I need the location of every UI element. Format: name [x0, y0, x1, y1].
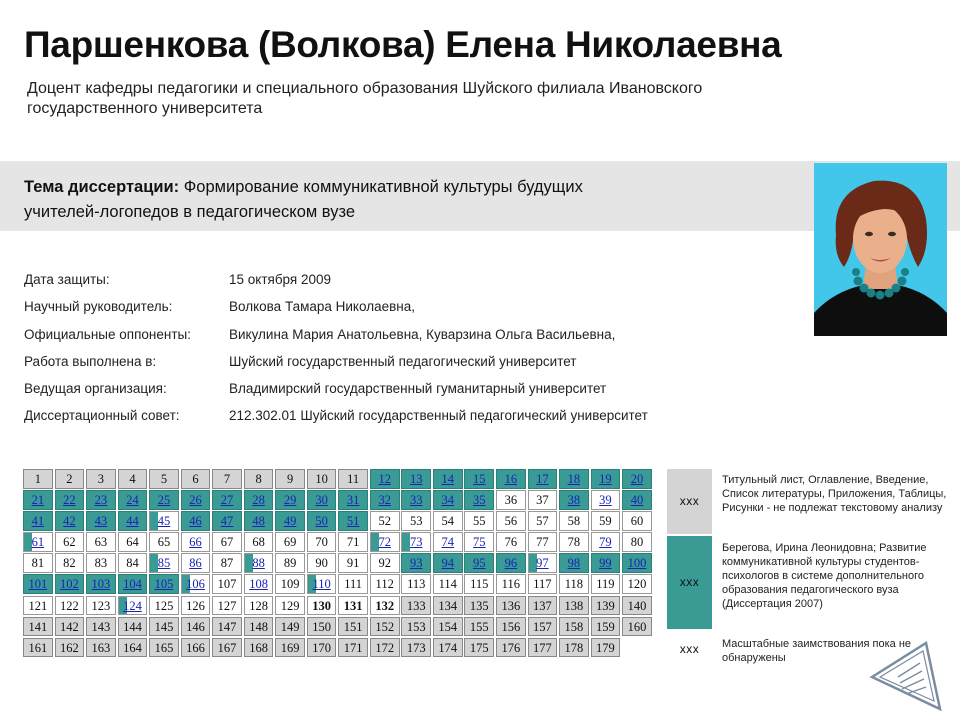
page-grid-row — [23, 574, 654, 595]
page-cell-179: 179 — [591, 638, 621, 658]
page-cell-71: 71 — [338, 532, 368, 552]
page-cell-54: 54 — [433, 511, 463, 531]
page-cell-57: 57 — [528, 511, 558, 531]
page-grid-row — [23, 596, 654, 617]
topic-text: Формирование коммуникативной культуры будущих учителей-логопедов в педагогическом вузе — [24, 178, 583, 221]
dissertation-topic — [24, 175, 624, 225]
page-cell-165: 165 — [149, 638, 179, 658]
page-grid-row — [23, 617, 654, 638]
page-cell-21[interactable]: 21 — [23, 490, 53, 510]
page-cell-16[interactable]: 16 — [496, 469, 526, 489]
page-cell-166: 166 — [181, 638, 211, 658]
page-cell-74[interactable]: 74 — [433, 532, 463, 552]
page-cell-32[interactable]: 32 — [370, 490, 400, 510]
page-cell-163: 163 — [86, 638, 116, 658]
page-cell-101[interactable]: 101 — [23, 574, 53, 594]
page-cell-31[interactable]: 31 — [338, 490, 368, 510]
person-name: Паршенкова (Волкова) Елена Николаевна — [24, 24, 782, 65]
page-cell-17[interactable]: 17 — [528, 469, 558, 489]
page-cell-112: 112 — [370, 574, 400, 594]
topic-label: Тема диссертации: — [24, 178, 180, 196]
page-cell-127: 127 — [212, 596, 242, 616]
page-cell-29[interactable]: 29 — [275, 490, 305, 510]
page-cell-13[interactable]: 13 — [401, 469, 431, 489]
page-cell-53: 53 — [401, 511, 431, 531]
page-cell-119: 119 — [591, 574, 621, 594]
page-cell-129: 129 — [275, 596, 305, 616]
page-cell-161: 161 — [23, 638, 53, 658]
page-cell-38[interactable]: 38 — [559, 490, 589, 510]
page-cell-155: 155 — [464, 617, 494, 637]
page-cell-34[interactable]: 34 — [433, 490, 463, 510]
page-cell-158: 158 — [559, 617, 589, 637]
page-cell-90: 90 — [307, 553, 337, 573]
page-cell-124[interactable]: 124 — [118, 596, 148, 616]
page-cell-41[interactable]: 41 — [23, 511, 53, 531]
legend-mark-source: xxx — [667, 536, 712, 629]
page-grid-row — [23, 638, 654, 659]
page-cell-18[interactable]: 18 — [559, 469, 589, 489]
page-cell-66[interactable]: 66 — [181, 532, 211, 552]
page-cell-96[interactable]: 96 — [496, 553, 526, 573]
page-cell-150: 150 — [307, 617, 337, 637]
page-cell-5: 5 — [149, 469, 179, 489]
info-value: Викулина Мария Анатольевна, Куварзина Ольга Васильевна, — [229, 326, 616, 342]
page-cell-135: 135 — [464, 596, 494, 616]
page-cell-104[interactable]: 104 — [118, 574, 148, 594]
page-cell-100[interactable]: 100 — [622, 553, 652, 573]
legend-mark-clean: xxx — [667, 631, 712, 667]
person-position: Доцент кафедры педагогики и специального образования Шуйского филиала Ивановского государственного университета — [27, 80, 703, 117]
page-cell-108[interactable]: 108 — [244, 574, 274, 594]
page-cell-44[interactable]: 44 — [118, 511, 148, 531]
page-cell-27[interactable]: 27 — [212, 490, 242, 510]
page-cell-35[interactable]: 35 — [464, 490, 494, 510]
page-cell-144: 144 — [118, 617, 148, 637]
page-cell-138: 138 — [559, 596, 589, 616]
page-cell-75[interactable]: 75 — [464, 532, 494, 552]
page-cell-114: 114 — [433, 574, 463, 594]
info-value: Волкова Тамара Николаевна, — [229, 299, 415, 315]
page-cell-146: 146 — [181, 617, 211, 637]
page-cell-133: 133 — [401, 596, 431, 616]
info-label: Диссертационный совет: — [24, 408, 180, 424]
page-cell-45[interactable]: 45 — [149, 511, 179, 531]
page-cell-61[interactable]: 61 — [23, 532, 53, 552]
page-cell-12[interactable]: 12 — [370, 469, 400, 489]
page-cell-137: 137 — [528, 596, 558, 616]
page-cell-73[interactable]: 73 — [401, 532, 431, 552]
page-cell-60: 60 — [622, 511, 652, 531]
page-cell-126: 126 — [181, 596, 211, 616]
page-cell-149: 149 — [275, 617, 305, 637]
page-cell-4: 4 — [118, 469, 148, 489]
page-cell-120: 120 — [622, 574, 652, 594]
page-cell-20[interactable]: 20 — [622, 469, 652, 489]
page-cell-88[interactable]: 88 — [244, 553, 274, 573]
page-cell-97[interactable]: 97 — [528, 553, 558, 573]
page-cell-6: 6 — [181, 469, 211, 489]
page-cell-157: 157 — [528, 617, 558, 637]
page-cell-172: 172 — [370, 638, 400, 658]
page-cell-105[interactable]: 105 — [149, 574, 179, 594]
page-grid-row — [23, 469, 654, 490]
page-cell-94[interactable]: 94 — [433, 553, 463, 573]
page-grid — [23, 469, 654, 659]
page-cell-134: 134 — [433, 596, 463, 616]
page-grid-row — [23, 511, 654, 532]
page-cell-37: 37 — [528, 490, 558, 510]
page-cell-131: 131 — [338, 596, 368, 616]
page-cell-168: 168 — [244, 638, 274, 658]
page-cell-15[interactable]: 15 — [464, 469, 494, 489]
page-cell-102[interactable]: 102 — [55, 574, 85, 594]
page-cell-170: 170 — [307, 638, 337, 658]
page-cell-173: 173 — [401, 638, 431, 658]
page-cell-143: 143 — [86, 617, 116, 637]
page-cell-59: 59 — [591, 511, 621, 531]
page-cell-113: 113 — [401, 574, 431, 594]
page-cell-85[interactable]: 85 — [149, 553, 179, 573]
page-cell-40[interactable]: 40 — [622, 490, 652, 510]
info-label: Официальные оппоненты: — [24, 326, 191, 342]
page-cell-81: 81 — [23, 553, 53, 573]
info-value: Владимирский государственный гуманитарный университет — [229, 381, 607, 397]
page-cell-77: 77 — [528, 532, 558, 552]
page-cell-159: 159 — [591, 617, 621, 637]
page-cell-82: 82 — [55, 553, 85, 573]
page-cell-10: 10 — [307, 469, 337, 489]
page-cell-151: 151 — [338, 617, 368, 637]
page-cell-43[interactable]: 43 — [86, 511, 116, 531]
page-cell-80: 80 — [622, 532, 652, 552]
page-cell-70: 70 — [307, 532, 337, 552]
page-cell-169: 169 — [275, 638, 305, 658]
page-grid-row — [23, 532, 654, 553]
page-cell-50[interactable]: 50 — [307, 511, 337, 531]
page-cell-49[interactable]: 49 — [275, 511, 305, 531]
page-cell-51[interactable]: 51 — [338, 511, 368, 531]
page-cell-141: 141 — [23, 617, 53, 637]
page-grid-row — [23, 490, 654, 511]
page-cell-93[interactable]: 93 — [401, 553, 431, 573]
info-label: Дата защиты: — [24, 272, 110, 287]
page-cell-30[interactable]: 30 — [307, 490, 337, 510]
page-cell-136: 136 — [496, 596, 526, 616]
page-cell-65: 65 — [149, 532, 179, 552]
page-cell-145: 145 — [149, 617, 179, 637]
page-cell-83: 83 — [86, 553, 116, 573]
page-cell-78: 78 — [559, 532, 589, 552]
page-cell-107: 107 — [212, 574, 242, 594]
page-cell-62: 62 — [55, 532, 85, 552]
page-cell-22[interactable]: 22 — [55, 490, 85, 510]
legend-mark-excluded: xxx — [667, 469, 712, 534]
page-cell-118: 118 — [559, 574, 589, 594]
info-label: Ведущая организация: — [24, 381, 167, 397]
page-cell-139: 139 — [591, 596, 621, 616]
page-cell-142: 142 — [55, 617, 85, 637]
page-cell-167: 167 — [212, 638, 242, 658]
page-cell-106[interactable]: 106 — [181, 574, 211, 594]
page-cell-116: 116 — [496, 574, 526, 594]
page-cell-98[interactable]: 98 — [559, 553, 589, 573]
page-cell-132: 132 — [370, 596, 400, 616]
page-cell-11: 11 — [338, 469, 368, 489]
page-cell-162: 162 — [55, 638, 85, 658]
portrait-photo — [814, 163, 947, 336]
page-cell-25[interactable]: 25 — [149, 490, 179, 510]
page-cell-117: 117 — [528, 574, 558, 594]
page-cell-19[interactable]: 19 — [591, 469, 621, 489]
page-cell-79[interactable]: 79 — [591, 532, 621, 552]
info-label: Научный руководитель: — [24, 299, 173, 315]
page-cell-160: 160 — [622, 617, 652, 637]
page-cell-156: 156 — [496, 617, 526, 637]
page-cell-23[interactable]: 23 — [86, 490, 116, 510]
page-cell-63: 63 — [86, 532, 116, 552]
page-cell-9: 9 — [275, 469, 305, 489]
page-cell-39[interactable]: 39 — [591, 490, 621, 510]
portrait-icon — [814, 163, 947, 336]
page-cell-52: 52 — [370, 511, 400, 531]
page-cell-28[interactable]: 28 — [244, 490, 274, 510]
info-label: Работа выполнена в: — [24, 353, 157, 369]
page-cell-67: 67 — [212, 532, 242, 552]
page-cell-48[interactable]: 48 — [244, 511, 274, 531]
page-cell-84: 84 — [118, 553, 148, 573]
page-grid-row — [23, 553, 654, 574]
page-cell-87: 87 — [212, 553, 242, 573]
page-cell-111: 111 — [338, 574, 368, 594]
page-cell-26[interactable]: 26 — [181, 490, 211, 510]
page-cell-47[interactable]: 47 — [212, 511, 242, 531]
page-cell-115: 115 — [464, 574, 494, 594]
page-cell-92: 92 — [370, 553, 400, 573]
legend-text-excluded: Титульный лист, Оглавление, Введение, Список литературы, Приложения, Таблицы, Рисунки - не подлежат текстовому анализу — [722, 474, 947, 514]
page-cell-147: 147 — [212, 617, 242, 637]
page-cell-8: 8 — [244, 469, 274, 489]
page-cell-7: 7 — [212, 469, 242, 489]
page-cell-103[interactable]: 103 — [86, 574, 116, 594]
page-cell-128: 128 — [244, 596, 274, 616]
page-cell-69: 69 — [275, 532, 305, 552]
page-cell-123: 123 — [86, 596, 116, 616]
page-cell-95[interactable]: 95 — [464, 553, 494, 573]
page-cell-72[interactable]: 72 — [370, 532, 400, 552]
page-cell-174: 174 — [433, 638, 463, 658]
page-cell-24[interactable]: 24 — [118, 490, 148, 510]
page-cell-140: 140 — [622, 596, 652, 616]
page-cell-109: 109 — [275, 574, 305, 594]
page-cell-175: 175 — [464, 638, 494, 658]
info-value: 15 октября 2009 — [229, 272, 332, 287]
page-cell-3: 3 — [86, 469, 116, 489]
page-cell-1: 1 — [23, 469, 53, 489]
page-cell-176: 176 — [496, 638, 526, 658]
page-cell-33[interactable]: 33 — [401, 490, 431, 510]
page-cell-42[interactable]: 42 — [55, 511, 85, 531]
page-cell-14[interactable]: 14 — [433, 469, 463, 489]
page-cell-2: 2 — [55, 469, 85, 489]
page-cell-110[interactable]: 110 — [307, 574, 337, 594]
page-cell-125: 125 — [149, 596, 179, 616]
page-cell-154: 154 — [433, 617, 463, 637]
page-cell-55: 55 — [464, 511, 494, 531]
legend-text-clean: Масштабные заимствования пока не обнаружены — [722, 638, 912, 664]
page-cell-130: 130 — [307, 596, 337, 616]
page-cell-36: 36 — [496, 490, 526, 510]
page-cell-64: 64 — [118, 532, 148, 552]
page-cell-91: 91 — [338, 553, 368, 573]
info-value: 212.302.01 Шуйский государственный педагогический университет — [229, 408, 648, 424]
page-cell-178: 178 — [559, 638, 589, 658]
page-cell-121: 121 — [23, 596, 53, 616]
page-cell-89: 89 — [275, 553, 305, 573]
page-cell-152: 152 — [370, 617, 400, 637]
page-cell-86[interactable]: 86 — [181, 553, 211, 573]
page-cell-148: 148 — [244, 617, 274, 637]
page-cell-46[interactable]: 46 — [181, 511, 211, 531]
page-cell-177: 177 — [528, 638, 558, 658]
page-cell-153: 153 — [401, 617, 431, 637]
legend-text-source: Берегова, Ирина Леонидовна; Развитие коммуникативной культуры студентов-психологов в системе дополнительного образования педагогического вуза (Диссертация 2007) — [722, 542, 927, 610]
page-cell-68: 68 — [244, 532, 274, 552]
info-value: Шуйский государственный педагогический университет — [229, 353, 577, 369]
page-cell-122: 122 — [55, 596, 85, 616]
page-cell-58: 58 — [559, 511, 589, 531]
page-cell-171: 171 — [338, 638, 368, 658]
page-cell-164: 164 — [118, 638, 148, 658]
page-cell-56: 56 — [496, 511, 526, 531]
page-cell-76: 76 — [496, 532, 526, 552]
page-cell-99[interactable]: 99 — [591, 553, 621, 573]
dissernet-stamp-icon — [868, 637, 944, 715]
